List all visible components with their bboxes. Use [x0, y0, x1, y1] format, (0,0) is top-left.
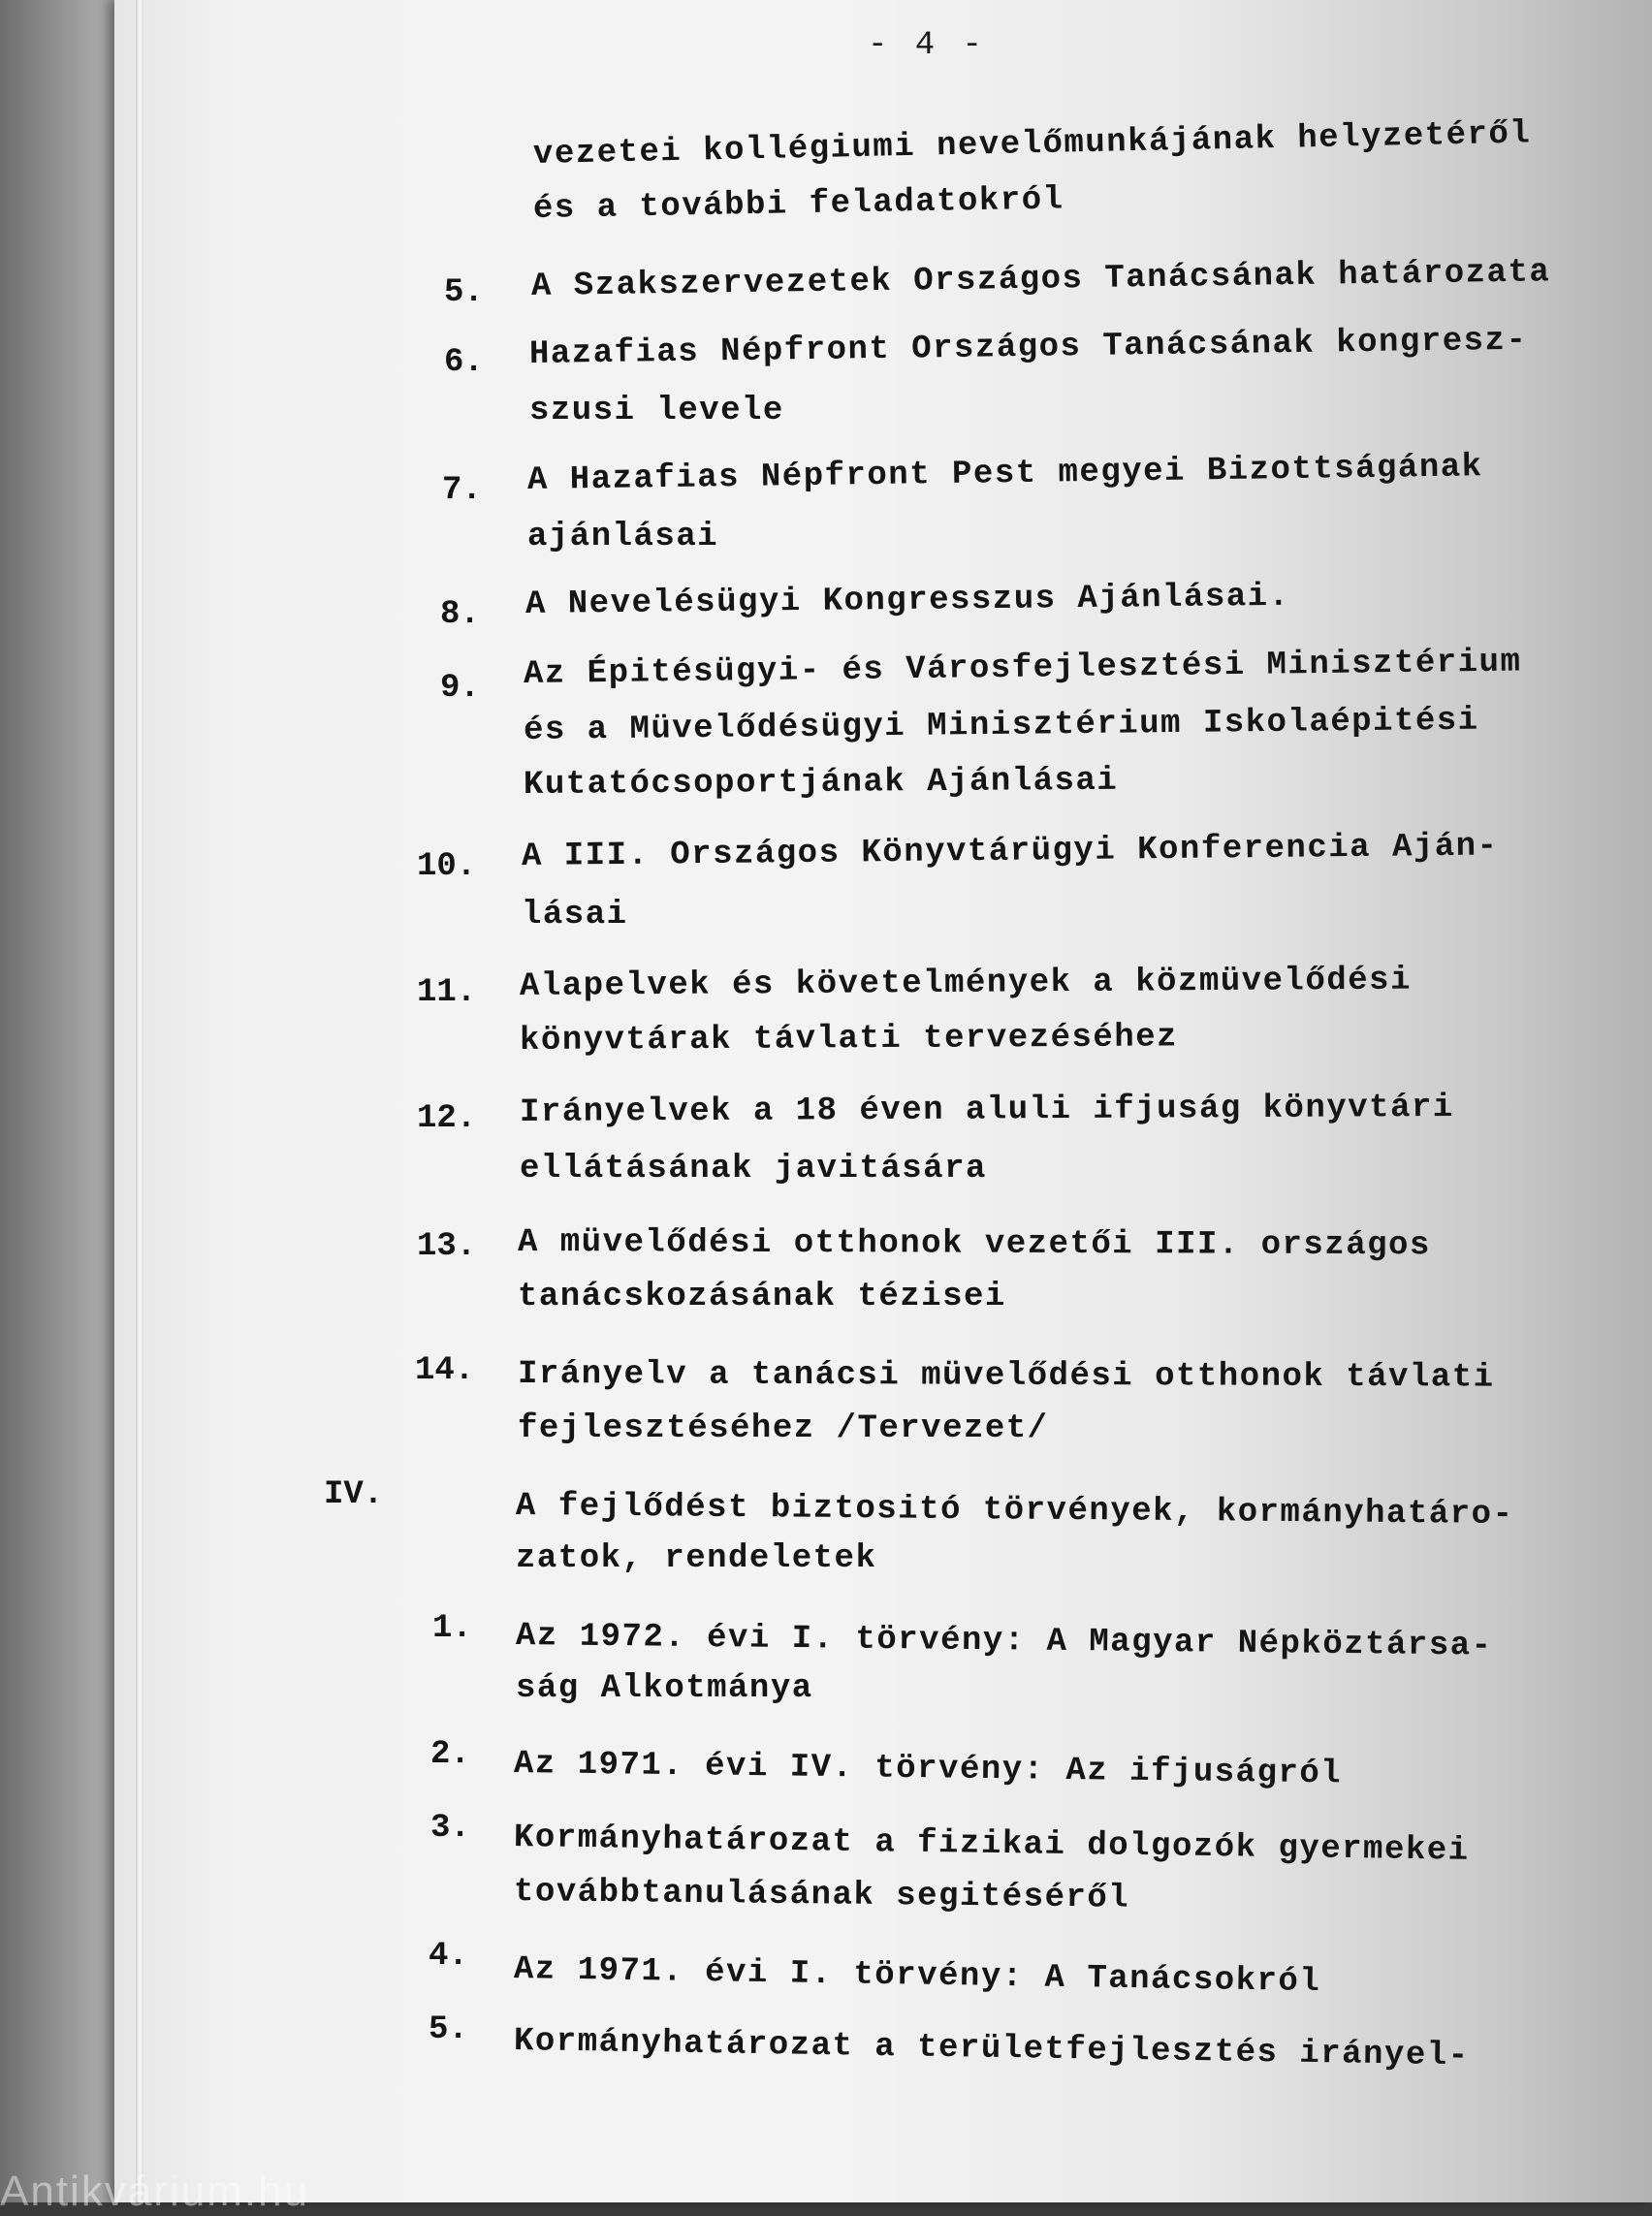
text-line: ság Alkotmánya	[516, 1670, 813, 1707]
text-line: és a további feladatokról	[532, 181, 1064, 228]
text-line: lásai	[522, 897, 628, 934]
text-line: Kutatócsoportjának Ajánlásai	[523, 762, 1119, 804]
text-line: A Szakszervezetek Országos Tanácsának határozata	[530, 254, 1551, 305]
item-number: 5.	[429, 2011, 468, 2048]
text-line: zatok, rendeletek	[516, 1540, 877, 1577]
text-line: Kormányhatározat a területfejlesztés irányel-	[513, 2023, 1470, 2075]
text-line: és a Müvelődésügyi Minisztérium Iskolaépitési	[523, 702, 1479, 749]
section-number: IV.	[324, 1476, 384, 1513]
watermark: Antikvárium.hu	[0, 2168, 310, 2215]
text-line: Hazafias Népfront Országos Tanácsának kongresz-	[528, 322, 1528, 373]
item-number: 14.	[415, 1352, 475, 1389]
text-line: szusi levele	[529, 393, 784, 429]
text-line: tanácskozásának tézisei	[518, 1279, 1006, 1315]
text-line: A müvelődési otthonok vezetői III. országos	[517, 1224, 1431, 1265]
text-line: Az 1971. évi I. törvény: A Tanácsokról	[513, 1951, 1321, 2002]
text-line: könyvtárak távlati tervezéséhez	[519, 1019, 1179, 1060]
text-line: Kormányhatározat a fizikai dolgozók gyermekei	[513, 1820, 1470, 1870]
text-line: A III. Országos Könyvtárügyi Konferencia Aján-	[521, 828, 1499, 875]
text-line: Az 1971. évi IV. törvény: Az ifjuságról	[513, 1746, 1343, 1793]
text-line: ajánlásai	[527, 519, 719, 555]
item-number: 4.	[429, 1938, 468, 1975]
item-number: 10.	[417, 848, 477, 885]
item-number: 13.	[417, 1228, 477, 1265]
page-number: - 4 -	[868, 27, 987, 64]
text-line: Az 1972. évi I. törvény: A Magyar Népköztársa-	[515, 1618, 1493, 1665]
item-number: 11.	[417, 974, 477, 1011]
item-number: 7.	[442, 472, 482, 509]
item-number: 5.	[444, 274, 484, 311]
text-line: Alapelvek és követelmények a közmüvelődési	[519, 962, 1413, 1005]
item-number: 12.	[417, 1100, 477, 1137]
item-number: 9.	[440, 670, 480, 707]
text-line: továbbtanulásának segitéséről	[513, 1874, 1130, 1917]
item-number: 2.	[430, 1736, 470, 1773]
item-number: 1.	[432, 1610, 472, 1647]
item-number: 3.	[430, 1810, 470, 1847]
item-number: 6.	[444, 344, 484, 381]
text-line: Az Épitésügyi- és Városfejlesztési Minisztérium	[523, 644, 1522, 693]
text-line: fejlesztéséhez /Tervezet/	[518, 1410, 1049, 1447]
item-number: 8.	[440, 596, 480, 633]
text-line: Irányelvek a 18 éven aluli ifjuság könyvtári	[519, 1089, 1454, 1131]
text-line: Irányelv a tanácsi müvelődési otthonok távlati	[517, 1356, 1495, 1397]
text-line: A fejlődést biztositó törvények, kormányhatáro-	[515, 1488, 1514, 1534]
text-line: A Hazafias Népfront Pest megyei Bizottságának	[526, 449, 1483, 499]
text-line: ellátásának javitására	[520, 1151, 987, 1187]
text-line: vezetei kollégiumi nevelőmunkájának helyzetéről	[532, 115, 1532, 174]
text-line: A Nevelésügyi Kongresszus Ajánlásai.	[524, 578, 1290, 623]
